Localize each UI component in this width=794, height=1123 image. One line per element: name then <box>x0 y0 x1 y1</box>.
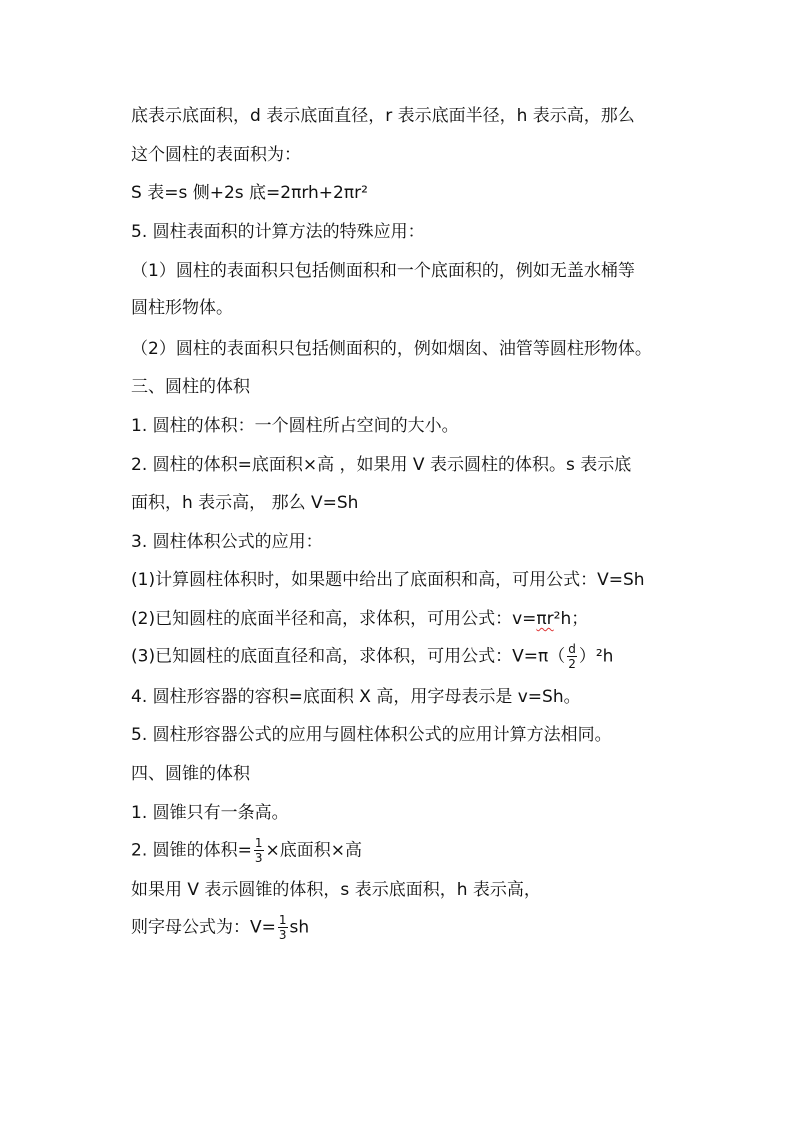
text-line: 4. 圆柱形容器的容积=底面积 X 高，用字母表示是 v=Sh。 <box>131 687 581 707</box>
text-line: 1. 圆锥只有一条高。 <box>131 803 289 823</box>
fraction-numerator: 1 <box>254 836 263 850</box>
section-heading: 四、圆锥的体积 <box>131 764 250 784</box>
fraction-denominator: 3 <box>254 851 263 865</box>
fraction-numerator: d <box>568 642 576 656</box>
text-segment: ）²h <box>578 646 614 667</box>
text-line: 5. 圆柱形容器公式的应用与圆柱体积公式的应用计算方法相同。 <box>131 725 612 745</box>
fraction <box>278 914 288 941</box>
text-line: 1. 圆柱的体积：一个圆柱所占空间的大小。 <box>131 416 459 436</box>
surface-area-formula: S 表=s 侧+2s 底=2πrh+2πr² <box>131 183 368 203</box>
spellcheck-underlined-text: πr <box>536 609 554 629</box>
text-line <box>131 837 362 864</box>
text-line: 面积，h 表示高， 那么 V=Sh <box>131 493 359 513</box>
fraction <box>567 643 577 670</box>
text-line <box>131 607 588 631</box>
text-segment: sh <box>289 917 310 938</box>
text-line: （2）圆柱的表面积只包括侧面积的，例如烟囱、油管等圆柱形物体。 <box>131 339 652 359</box>
text-line <box>131 643 613 670</box>
section-heading: 三、圆柱的体积 <box>131 377 250 397</box>
text-line <box>131 914 309 941</box>
text-segment: ²h； <box>553 609 589 629</box>
text-segment: (2)已知圆柱的底面半径和高，求体积，可用公式：v= <box>131 609 537 629</box>
fraction-denominator: 2 <box>568 657 576 671</box>
text-line: (1)计算圆柱体积时，如果题中给出了底面积和高，可用公式：V=Sh <box>131 570 645 590</box>
fraction <box>254 837 264 864</box>
fraction-denominator: 3 <box>278 928 287 942</box>
fraction-numerator: 1 <box>278 913 287 927</box>
text-segment: (3)已知圆柱的底面直径和高，求体积，可用公式：V=π（ <box>131 646 566 667</box>
section-item-heading: 3. 圆柱体积公式的应用： <box>131 532 323 552</box>
text-line: 底表示底面积，d 表示底面直径，r 表示底面半径，h 表示高，那么 <box>131 106 635 126</box>
text-line: （1）圆柱的表面积只包括侧面积和一个底面积的，例如无盖水桶等 <box>131 261 635 281</box>
text-segment: ×底面积×高 <box>265 840 363 861</box>
text-segment: 2. 圆锥的体积= <box>131 840 252 861</box>
text-line: 如果用 V 表示圆锥的体积，s 表示底面积，h 表示高， <box>131 880 541 900</box>
section-item-heading: 5. 圆柱表面积的计算方法的特殊应用： <box>131 222 425 242</box>
text-line: 这个圆柱的表面积为： <box>131 145 301 165</box>
text-line: 2. 圆柱的体积=底面积×高 ，如果用 V 表示圆柱的体积。s 表示底 <box>131 455 632 475</box>
text-segment: 则字母公式为：V= <box>131 917 276 938</box>
text-line: 圆柱形物体。 <box>131 298 233 318</box>
